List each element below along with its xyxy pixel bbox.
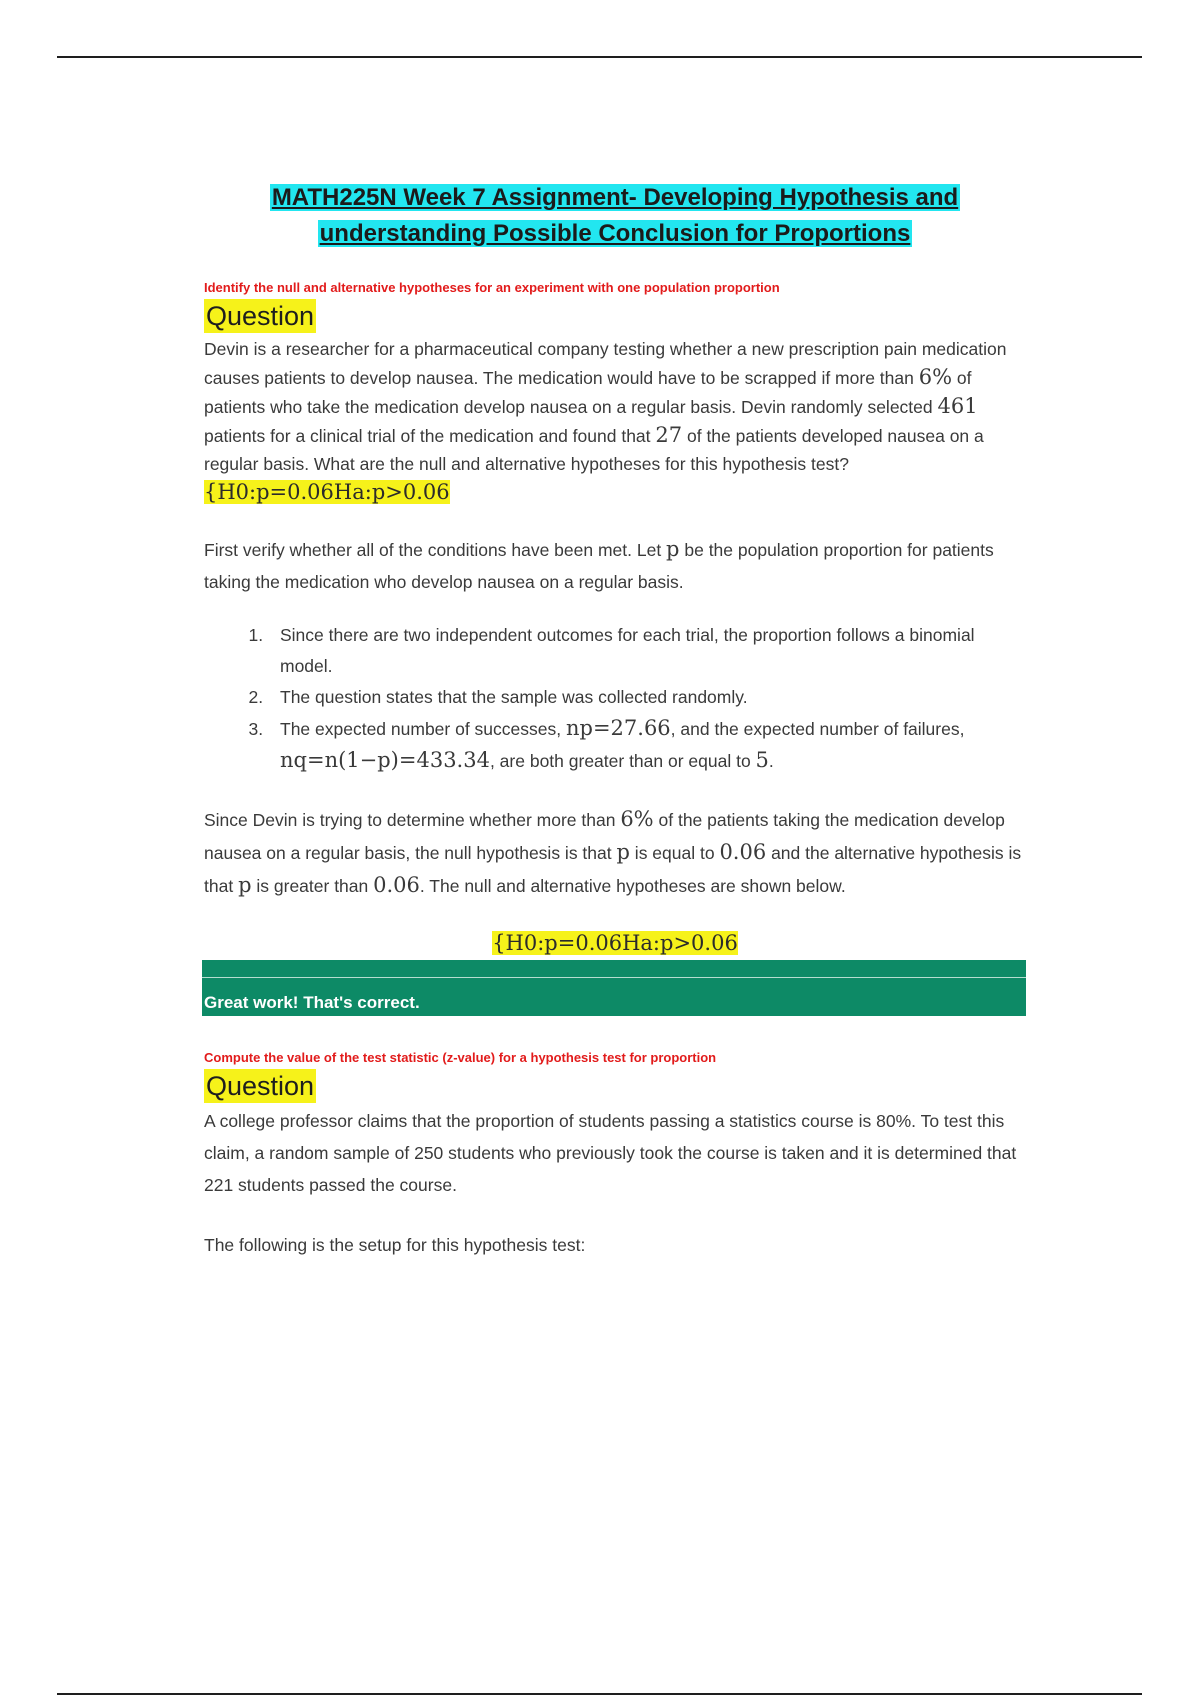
setup-text: The following is the setup for this hypothesis test: bbox=[204, 1235, 586, 1255]
list-item: 2. The question states that the sample was collected randomly. bbox=[268, 682, 1026, 713]
section-1-heading: Identify the null and alternative hypotheses for an experiment with one population proportion bbox=[204, 280, 780, 295]
math-count: 27 bbox=[655, 423, 683, 447]
conditions-list bbox=[204, 620, 1026, 777]
title-line-2: understanding Possible Conclusion for Proportions bbox=[319, 220, 911, 247]
hypotheses-formula: {H0:p=0.06Ha:p>0.06 bbox=[492, 931, 738, 955]
math-sample-size: 461 bbox=[937, 394, 978, 418]
verify-conditions-text: First verify whether all of the conditions have been met. Let p be the population proportion for patients taking the medication who develop nausea on a regular basis. bbox=[204, 537, 994, 592]
question-2-text: A college professor claims that the proportion of students passing a statistics course is 80%. To test this claim, a random sample of 250 students who previously took the course is taken and it is determined that 221 students passed the course. bbox=[204, 1111, 1017, 1195]
answer-hypotheses: {H0:p=0.06Ha:p>0.06 bbox=[204, 480, 450, 504]
math-p: p bbox=[666, 537, 680, 561]
document-title bbox=[204, 180, 1026, 252]
banner-divider bbox=[202, 977, 1026, 978]
math-five: 5 bbox=[755, 748, 769, 772]
bottom-rule bbox=[57, 1693, 1142, 1695]
question-1-text: Devin is a researcher for a pharmaceutical company testing whether a new prescription pain medication causes patients to develop nausea. The medication would have to be scrapped if more than 6% of patients who take the medication develop nausea on a regular basis. Devin randomly selected 461 patients for a clinical trial of the medication and found that 27 of the patients developed nausea on a regular basis. What are the null and alternative hypotheses for this hypothesis test?{H0:p=0.06Ha:p>0.06 bbox=[204, 339, 1007, 504]
document-page bbox=[204, 180, 1026, 1259]
feedback-message: Great work! That's correct. bbox=[204, 993, 420, 1012]
math-np: np=27.66 bbox=[565, 716, 671, 740]
list-item: 3. The expected number of successes, np=27.66, and the expected number of failures, nq=n(1−p)=433.34, are both greater than or equal to 5. bbox=[268, 713, 1026, 777]
question-label-2: Question bbox=[206, 1071, 315, 1101]
math-percent: 6% bbox=[918, 365, 953, 389]
list-item: 1. Since there are two independent outcomes for each trial, the proportion follows a binomial model. bbox=[268, 620, 1026, 682]
section-2-heading: Compute the value of the test statistic (z-value) for a hypothesis test for proportion bbox=[204, 1050, 717, 1065]
title-line-1: MATH225N Week 7 Assignment- Developing Hypothesis and bbox=[271, 184, 959, 211]
math-nq: nq=n(1−p)=433.34 bbox=[280, 748, 490, 772]
conclusion-text: Since Devin is trying to determine whether more than 6% of the patients taking the medication develop nausea on a regular basis, the null hypothesis is that p is equal to 0.06 and the alternative hypothesis is that p is greater than 0.06. The null and alternative hypotheses are shown below. bbox=[204, 807, 1022, 897]
hypotheses-display bbox=[204, 928, 1026, 958]
feedback-banner bbox=[202, 960, 1026, 1016]
question-label-1: Question bbox=[206, 301, 315, 331]
top-rule bbox=[57, 56, 1142, 58]
